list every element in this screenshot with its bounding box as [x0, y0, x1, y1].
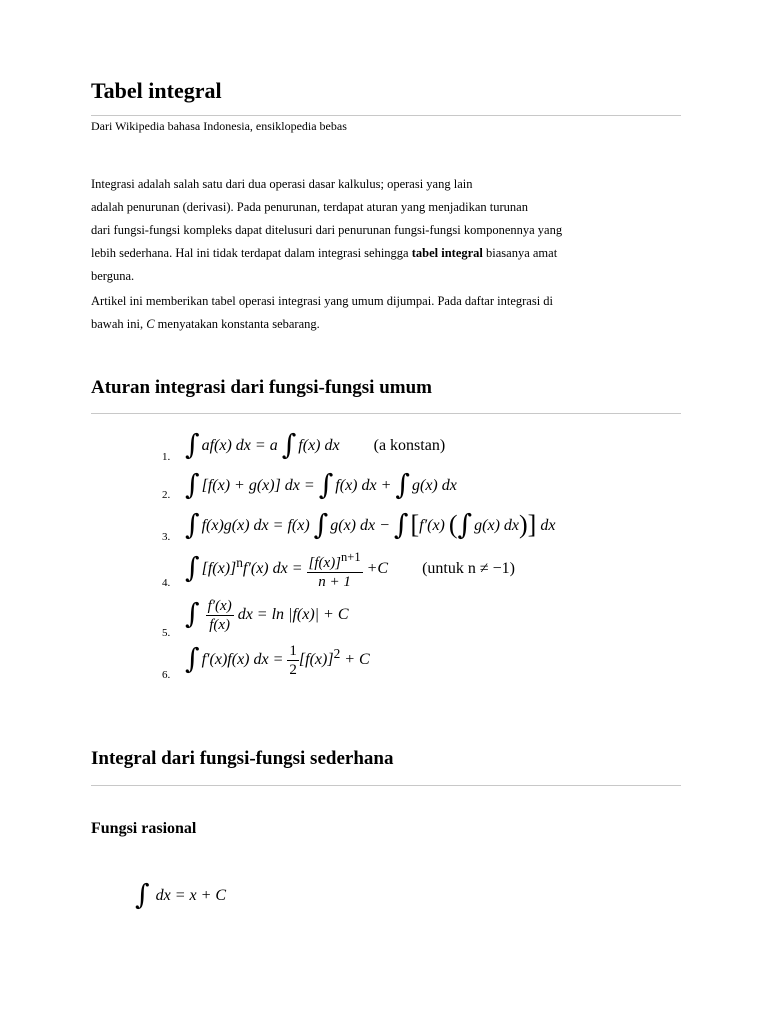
formula-text: g(x) dx	[474, 517, 519, 534]
list-number: 4.	[162, 577, 171, 589]
integral-sign: ∫	[185, 508, 200, 541]
section-heading-general-rules: Aturan integrasi dari fungsi-fungsi umum	[91, 377, 432, 398]
formula-text: dx = x + C	[155, 887, 227, 904]
intro-line: dari fungsi-fungsi kompleks dapat ditelusuri dari penurunan fungsi-fungsi komponennya yang	[91, 223, 563, 237]
list-number: 6.	[162, 669, 171, 681]
para-text: bawah ini,	[91, 317, 147, 331]
paren: )	[519, 510, 528, 539]
bracket: [	[410, 510, 420, 539]
intro-text: lebih sederhana. Hal ini tidak terdapat dalam integrasi sehingga	[91, 246, 412, 260]
integral-sign: ∫	[281, 428, 297, 461]
page-subtitle: Dari Wikipedia bahasa Indonesia, ensiklopedia bebas	[91, 119, 347, 133]
formula-text: f′(x)	[419, 517, 445, 534]
formula-text: f(x) dx +	[335, 477, 392, 494]
integral-sign: ∫	[185, 642, 200, 676]
integral-sign: ∫	[185, 428, 200, 461]
integral-sign: ∫	[185, 551, 200, 585]
list-number: 1.	[162, 451, 171, 463]
formula-3	[185, 508, 555, 541]
formula-4	[185, 548, 515, 591]
para-line: Artikel ini memberikan tabel operasi integrasi yang umum dijumpai. Pada daftar integrasi di	[91, 294, 554, 308]
formula-condition: (untuk n ≠ −1)	[422, 560, 515, 578]
formula-text: g(x) dx −	[330, 517, 390, 534]
page-title: Tabel integral	[91, 78, 222, 103]
intro-text: biasanya amat	[482, 246, 558, 260]
constant-var: C	[146, 317, 155, 331]
formula-basic	[135, 878, 226, 911]
fraction	[206, 597, 234, 634]
formula-text: [f(x)]	[201, 560, 237, 578]
formula-condition: (a konstan)	[373, 437, 446, 454]
integral-sign: ∫	[185, 468, 200, 501]
intro-line: adalah penurunan (derivasi). Pada penurunan, terdapat aturan yang menjadikan turunan	[91, 200, 528, 214]
formula-text: + C	[344, 651, 370, 669]
formula-6	[185, 642, 370, 679]
intro-paragraph	[91, 173, 562, 288]
intro-line: berguna.	[91, 269, 135, 283]
integral-sign: ∫	[313, 508, 329, 541]
integral-sign: ∫	[395, 468, 410, 501]
formula-text: +C	[366, 560, 389, 578]
intro-line	[91, 242, 562, 265]
formula-text: f(x)g(x) dx = f(x)	[201, 517, 310, 534]
formula-text: [f(x) + g(x)] dx =	[201, 477, 315, 494]
formula-text: [f(x)]	[298, 651, 334, 669]
numerator	[307, 548, 363, 573]
integral-sign: ∫	[393, 508, 409, 541]
formula-text: f′(x)f(x) dx =	[201, 651, 284, 669]
paren: (	[448, 510, 458, 539]
formula-1	[185, 428, 445, 461]
formula-text: af(x) dx = a	[201, 437, 278, 454]
section-heading-simple-functions: Integral dari fungsi-fungsi sederhana	[91, 748, 394, 769]
formula-text: f′(x) dx =	[242, 560, 303, 578]
formula-text: f(x) dx	[298, 437, 340, 454]
denominator: f(x)	[209, 617, 231, 633]
second-paragraph	[91, 290, 553, 336]
formula-text: dx	[540, 517, 556, 534]
integral-sign: ∫	[318, 468, 334, 501]
integral-sign: ∫	[185, 597, 200, 631]
list-number: 3.	[162, 531, 171, 543]
bracket: ]	[527, 510, 537, 539]
fraction	[287, 642, 299, 679]
numerator: 1	[289, 643, 297, 659]
section-divider	[91, 785, 681, 786]
intro-line: Integrasi adalah salah satu dari dua operasi dasar kalkulus; operasi yang lain	[91, 177, 473, 191]
exponent: n+1	[341, 550, 361, 564]
integral-sign: ∫	[457, 508, 473, 541]
para-text: menyatakan konstanta sebarang.	[154, 317, 320, 331]
exponent: 2	[333, 645, 341, 661]
section-divider	[91, 413, 681, 414]
formula-text: g(x) dx	[412, 477, 457, 494]
fraction	[307, 548, 363, 591]
formula-5	[185, 597, 349, 634]
para-line	[91, 313, 553, 336]
denominator: n + 1	[318, 574, 351, 590]
bold-term: tabel integral	[411, 246, 483, 260]
title-divider	[91, 115, 681, 116]
formula-text: dx = ln |f(x)| + C	[237, 606, 349, 624]
exponent: n	[236, 554, 243, 570]
list-number: 2.	[162, 489, 171, 501]
subsection-heading-rational: Fungsi rasional	[91, 820, 197, 837]
formula-2	[185, 468, 457, 501]
numerator: f′(x)	[207, 598, 232, 614]
formula-text: [f(x)]	[308, 555, 342, 571]
integral-sign: ∫	[135, 878, 150, 911]
list-number: 5.	[162, 627, 171, 639]
denominator: 2	[289, 662, 297, 678]
